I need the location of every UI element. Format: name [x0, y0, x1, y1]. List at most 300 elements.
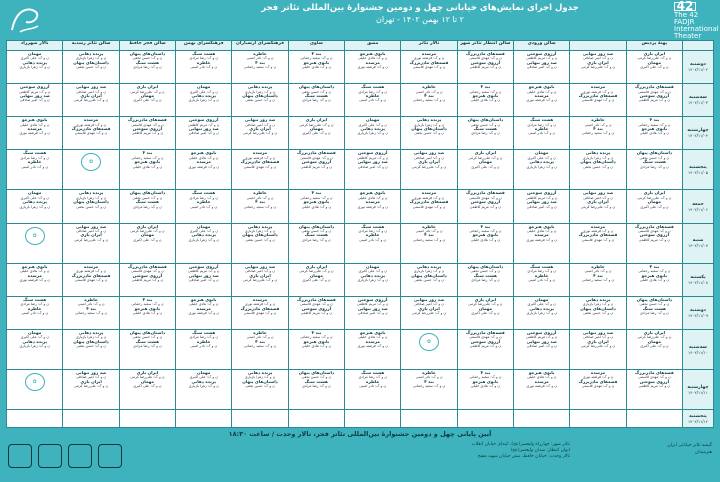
schedule-cell [232, 410, 288, 428]
show-director: ن و ک: امیر صادقی [414, 155, 444, 160]
show-title: بانوی هنرجو [359, 329, 386, 335]
schedule-cell [232, 117, 288, 150]
schedule-cell [345, 410, 401, 428]
day-date: ۱۴۰۲/۱۱/۰۲ [688, 67, 708, 73]
show-title: آرزوی سوختن [189, 263, 219, 269]
day-date: ۱۴۰۲/۱۱/۰۵ [688, 169, 708, 175]
show-director: ن و ک: مریم کاظمی [131, 277, 164, 282]
show-director: ن و ک: هادی خلیلی [357, 56, 388, 61]
show-title: ایران بازی [305, 117, 328, 123]
show-director: ن و ک: زهرا بازیاری [75, 335, 107, 340]
show-director: ن و ک: علی‌رضا کرمی [468, 155, 503, 160]
show-director: ن و ک: نادر امینی [246, 56, 274, 61]
show-director: ن و ک: سعید رحمانی [638, 122, 671, 127]
show-director: ن و ک: نادر امینی [190, 344, 218, 349]
schedule-cell [288, 223, 344, 263]
schedule-cell [63, 117, 119, 150]
show-director: ن و ک: مهدی قاسمی [638, 228, 671, 233]
show-director: ن و ک: علی اکبری [527, 155, 556, 160]
show-director: ن و ک: سعید رحمانی [581, 277, 615, 282]
show-director: ن و ک: علی‌رضا کرمی [73, 98, 109, 103]
show-director: ن و ک: مریم کاظمی [638, 384, 671, 389]
side-info [592, 442, 712, 456]
show-title: بانوی هنرجو [21, 117, 48, 123]
show-title: پرنده دهانی [529, 305, 554, 311]
schedule-cell [514, 296, 570, 329]
day-row [7, 370, 714, 410]
show-director: ن و ک: رضا مرادی [302, 384, 331, 389]
show-title: خاطره [422, 370, 436, 376]
show-title: داستان‌های پنهان [129, 51, 166, 56]
schedule-cell [7, 263, 63, 296]
show-title: پرنده دهانی [585, 296, 611, 302]
show-title: پرنده دهانی [247, 370, 273, 376]
show-title: مهمان [140, 92, 155, 98]
footer [0, 430, 720, 482]
day-name: شنبه [692, 238, 704, 244]
show-director: ن و ک: رضا مرادی [133, 204, 162, 209]
show-title: خاطره [253, 329, 267, 335]
show-title: هشت سنگ [135, 59, 159, 65]
schedule-cell [570, 370, 626, 410]
schedule-cell [570, 84, 626, 117]
show-director: ن و ک: امیر صادقی [188, 131, 219, 136]
schedule-cell [401, 51, 457, 84]
show-director: ن و ک: مریم کاظمی [469, 65, 502, 70]
schedule-cell [345, 263, 401, 296]
schedule-cell [119, 223, 175, 263]
show-title: بند ۴ [593, 272, 603, 278]
show-director: ن و ک: رضا مرادی [358, 375, 387, 380]
schedule-cell [514, 150, 570, 190]
column-header: پهنهٔ پردیس [626, 41, 682, 51]
show-director: ن و ک: علی‌رضا کرمی [637, 335, 672, 340]
show-director: ن و ک: علی‌رضا کرمی [411, 311, 447, 316]
show-title: مرسده [196, 159, 211, 165]
show-director: ن و ک: هادی خلیلی [188, 302, 219, 307]
show-director: ن و ک: رضا مرادی [527, 122, 556, 127]
day-row [7, 410, 714, 428]
show-title: بند ۴ [142, 150, 153, 156]
show-director: ن و ک: مریم کاظمی [131, 131, 164, 136]
show-director: ن و ک: رضا مرادی [302, 98, 331, 103]
schedule-cell [626, 190, 682, 223]
show-director: ن و ک: سعید رحمانی [469, 89, 502, 94]
schedule-cell [401, 263, 457, 296]
day-label [683, 51, 714, 84]
show-director: ن و ک: فرشته نوری [582, 89, 614, 94]
schedule-cell [288, 296, 344, 329]
show-title: بانوی هنرجو [359, 51, 386, 56]
show-director: ن و ک: هادی خلیلی [470, 237, 501, 242]
day-date: ۱۴۰۲/۱۱/۰۹ [688, 312, 708, 318]
show-director: ن و ک: حسن نجفی [245, 98, 275, 103]
show-director: ن و ک: نادر امینی [528, 277, 556, 282]
schedule-cell [345, 51, 401, 84]
column-header: مشق [345, 41, 401, 51]
show-title: هشت سنگ [304, 378, 328, 384]
show-title: پرنده دهانی [78, 329, 104, 335]
show-title: بانوی هنرجو [21, 263, 48, 269]
schedule-cell [457, 370, 513, 410]
show-director: ن و ک: امیر صادقی [583, 56, 613, 61]
show-director: ن و ک: امیر صادقی [414, 302, 444, 307]
schedule-cell [345, 370, 401, 410]
schedule-cell [119, 51, 175, 84]
show-title: بانوی هنرجو [190, 296, 217, 302]
show-director: ن و ک: علی اکبری [640, 344, 669, 349]
show-director: ن و ک: هادی خلیلی [357, 195, 388, 200]
show-director: ن و ک: مهدی قاسمی [638, 375, 671, 380]
show-title: بند ۴ [255, 338, 265, 344]
day-label [683, 329, 714, 369]
schedule-cell [626, 296, 682, 329]
calligraphy-logo [6, 2, 46, 38]
schedule-cell [232, 84, 288, 117]
show-director: ن و ک: مهدی قاسمی [581, 237, 615, 242]
show-director: ن و ک: نادر امینی [359, 384, 387, 389]
show-title: بانوی هنرجو [472, 378, 499, 384]
schedule-cell [401, 84, 457, 117]
show-title: پرنده دهانی [22, 59, 47, 65]
show-director: ن و ک: سعید رحمانی [638, 269, 671, 274]
show-title: بند ۴ [311, 329, 322, 335]
schedule-cell [457, 117, 513, 150]
show-director: ن و ک: هادی خلیلی [526, 375, 557, 380]
show-director: ن و ک: زهرا بازیاری [357, 131, 388, 136]
show-title: داستان‌های پنهان [636, 150, 673, 156]
show-director: ن و ک: زهرا بازیاری [244, 89, 276, 94]
schedule-cell [401, 117, 457, 150]
show-title: خاطره [253, 51, 267, 56]
schedule-cell [288, 84, 344, 117]
show-director: ن و ک: نادر امینی [77, 302, 105, 307]
show-title: قصه‌های مادربزرگ [296, 150, 336, 156]
show-title: مهمان [366, 117, 380, 123]
show-director: ن و ک: رضا مرادی [20, 302, 49, 307]
show-title: بند ۴ [649, 117, 660, 123]
show-director: ن و ک: علی‌رضا کرمی [242, 277, 278, 282]
show-title: صد روز تنهایی [75, 223, 107, 229]
schedule-cell [345, 329, 401, 369]
show-director: ن و ک: رضا مرادی [358, 228, 387, 233]
show-title: آرزوی سوختن [357, 296, 388, 302]
show-director: ن و ک: امیر صادقی [583, 335, 613, 340]
show-title: داستان‌های پنهان [242, 92, 278, 98]
show-director: ن و ک: حسن نجفی [639, 302, 670, 307]
day-name: جمعه [692, 201, 704, 207]
show-title: قصه‌های مادربزرگ [127, 263, 167, 269]
show-title: ایران بازی [136, 370, 159, 376]
show-title: داستان‌های پنهان [467, 117, 504, 123]
side-line: هنرمندان [695, 450, 712, 455]
schedule-cell [63, 263, 119, 296]
show-director: ن و ک: هادی خلیلی [188, 155, 219, 160]
schedule-cell [7, 84, 63, 117]
show-title: بند ۴ [86, 305, 96, 311]
day-label [683, 84, 714, 117]
column-header [570, 41, 626, 51]
schedule-table [6, 40, 714, 428]
show-director: ن و ک: هادی خلیلی [470, 98, 501, 103]
schedule-cell [514, 84, 570, 117]
show-title: مرسده [27, 272, 42, 278]
show-director: ن و ک: زهرا بازیاری [19, 344, 50, 349]
schedule-cell [570, 223, 626, 263]
show-title: صد روز تنهایی [188, 272, 219, 278]
schedule-cell [176, 410, 232, 428]
show-director: ن و ک: فرشته نوری [19, 277, 50, 282]
day-name: دوشنبه [690, 307, 706, 313]
show-director: ن و ک: علی اکبری [189, 228, 218, 233]
show-director: ن و ک: نادر امینی [359, 98, 387, 103]
show-title: قصه‌های مادربزرگ [578, 232, 618, 238]
show-title: مرسده [252, 150, 268, 156]
show-title: هشت سنگ [530, 263, 554, 269]
show-title: بانوی هنرجو [134, 305, 161, 311]
show-director: ن و ک: نادر امینی [584, 269, 612, 274]
sponsor-logo [98, 444, 122, 468]
show-title: خاطره [365, 378, 380, 384]
show-title: بانوی هنرجو [528, 223, 555, 229]
day-label [683, 410, 714, 428]
show-title: مهمان [28, 51, 42, 56]
show-director: ن و ک: حسن نجفی [245, 237, 275, 242]
schedule-cell [7, 223, 63, 263]
show-title: ایران بازی [643, 190, 666, 196]
show-title: هشت سنگ [530, 117, 554, 123]
schedule-cell [570, 329, 626, 369]
show-director: ن و ک: سعید رحمانی [243, 344, 277, 349]
show-title: مرسده [365, 59, 380, 65]
show-director: ن و ک: نادر امینی [415, 228, 443, 233]
show-title: پرنده دهانی [78, 51, 104, 56]
title-dates: ۲ تا ۱۲ بهمن ۱۴۰۲ - تهران [376, 15, 464, 24]
show-title: مهمان [647, 199, 661, 205]
show-title: آرزوی سوختن [639, 378, 670, 384]
show-director: ن و ک: فرشته نوری [244, 155, 276, 160]
show-director: ن و ک: مهدی قاسمی [243, 311, 277, 316]
address-line: تالار وحدت: خیابان حافظ، نبش خیابان شهید مفتح [477, 454, 570, 459]
show-director: ن و ک: علی‌رضا کرمی [242, 131, 278, 136]
side-line: گیشه تئاتر خیابانی ایران [667, 443, 712, 448]
show-title: پرنده دهانی [585, 150, 611, 156]
show-director: ن و ک: مریم کاظمی [356, 302, 389, 307]
schedule-cell [626, 223, 682, 263]
show-director: ن و ک: نادر امینی [21, 164, 49, 169]
show-title: قصه‌های مادربزرگ [409, 59, 449, 65]
show-director: ن و ک: علی‌رضا کرمی [637, 195, 672, 200]
schedule-cell [176, 117, 232, 150]
schedule-cell [514, 223, 570, 263]
show-title: پرنده دهانی [529, 159, 554, 165]
schedule-cell [345, 84, 401, 117]
festival-name: The 42 FADJR International Theater [674, 11, 719, 40]
show-director: ن و ک: علی‌رضا کرمی [130, 228, 165, 233]
schedule-cell [232, 370, 288, 410]
show-title: هشت سنگ [23, 296, 47, 302]
schedule-cell [63, 51, 119, 84]
schedule-cell [457, 296, 513, 329]
schedule-cell [7, 150, 63, 190]
show-title: هشت سنگ [473, 272, 497, 278]
show-director: ن و ک: زهرا بازیاری [75, 195, 107, 200]
show-title: داستان‌های پنهان [411, 126, 447, 132]
show-title: ایران بازی [136, 223, 159, 229]
schedule-cell [288, 150, 344, 190]
schedule-cell [401, 223, 457, 263]
show-title: خاطره [196, 338, 211, 344]
show-title: مرسده [196, 305, 211, 311]
poster-title [200, 3, 640, 24]
day-row [7, 223, 714, 263]
schedule-cell [401, 370, 457, 410]
schedule-cell [345, 117, 401, 150]
show-title: بند ۴ [649, 263, 660, 269]
show-director: ن و ک: هادی خلیلی [526, 228, 557, 233]
show-title: هشت سنگ [304, 232, 328, 238]
show-director: ن و ک: علی‌رضا کرمی [580, 344, 616, 349]
show-title: بند ۴ [255, 199, 265, 205]
header-row [7, 41, 714, 51]
schedule-cell [63, 190, 119, 223]
show-title: بانوی هنرجو [641, 126, 668, 132]
show-title: بانوی هنرجو [641, 272, 668, 278]
show-title: داستان‌های پنهان [467, 263, 504, 269]
schedule-cell [288, 370, 344, 410]
schedule-cell [626, 117, 682, 150]
show-title: بند ۴ [424, 92, 434, 98]
show-director: ن و ک: نادر امینی [21, 311, 49, 316]
show-title: ایران بازی [80, 92, 102, 98]
show-director: ن و ک: علی اکبری [471, 164, 500, 169]
show-director: ن و ک: علی‌رضا کرمی [637, 56, 672, 61]
show-title: بند ۴ [424, 378, 434, 384]
show-director: ن و ک: حسن نجفی [414, 277, 444, 282]
show-title: پرنده دهانی [22, 199, 47, 205]
show-director: ن و ک: علی اکبری [20, 56, 49, 61]
show-director: ن و ک: مهدی قاسمی [131, 269, 164, 274]
schedule-cell [288, 263, 344, 296]
show-title: پرنده دهانی [416, 117, 442, 123]
show-title: آرزوی سوختن [470, 199, 501, 205]
show-title: پرنده دهانی [360, 126, 385, 132]
show-title: ایران بازی [305, 263, 328, 269]
schedule-cell [457, 329, 513, 369]
show-director: ن و ک: هادی خلیلی [19, 269, 50, 274]
show-director: ن و ک: سعید رحمانی [412, 384, 446, 389]
show-title: قصه‌های مادربزرگ [578, 92, 618, 98]
show-title: ایران بازی [136, 84, 159, 90]
show-director: ن و ک: هادی خلیلی [639, 277, 670, 282]
show-director: ن و ک: مهدی قاسمی [131, 122, 164, 127]
show-director: ن و ک: فرشته نوری [188, 164, 219, 169]
show-director: ن و ک: مریم کاظمی [300, 164, 333, 169]
show-director: ن و ک: هادی خلیلی [639, 131, 670, 136]
schedule-cell [63, 150, 119, 190]
show-title: هشت سنگ [23, 150, 47, 156]
show-title: هشت سنگ [135, 338, 159, 344]
schedule-cell [570, 51, 626, 84]
schedule-cell [345, 190, 401, 223]
show-director: ن و ک: مهدی قاسمی [581, 98, 615, 103]
show-director: ن و ک: مریم کاظمی [638, 237, 671, 242]
show-director: ن و ک: زهرا بازیاری [413, 122, 445, 127]
sponsor-logos [8, 444, 128, 474]
day-name: یکشنبه [690, 274, 706, 280]
show-director: ن و ک: زهرا بازیاری [244, 228, 276, 233]
column-header: فرهنگسرای بهمن [176, 41, 232, 51]
show-director: ن و ک: هادی خلیلی [357, 335, 388, 340]
schedule-cell [401, 296, 457, 329]
schedule-cell [232, 296, 288, 329]
show-title: بانوی هنرجو [303, 59, 330, 65]
schedule-cell [7, 410, 63, 428]
show-title: هشت سنگ [642, 159, 666, 165]
show-director: ن و ک: زهرا بازیاری [188, 98, 219, 103]
show-director: ن و ک: مهدی قاسمی [469, 335, 502, 340]
show-title: مهمان [535, 150, 549, 156]
show-director: ن و ک: هادی خلیلی [132, 311, 163, 316]
show-director: ن و ک: علی اکبری [302, 277, 331, 282]
show-title: صد روز تنهایی [357, 159, 388, 165]
day-row [7, 263, 714, 296]
show-director: ن و ک: فرشته نوری [526, 98, 557, 103]
show-title: آرزوی سوختن [357, 150, 388, 156]
show-director: ن و ک: امیر صادقی [76, 228, 106, 233]
show-director: ن و ک: سعید رحمانی [469, 228, 502, 233]
show-director: ن و ک: رضا مرادی [133, 65, 162, 70]
show-title: خاطره [422, 223, 436, 229]
show-director: ن و ک: رضا مرادی [527, 269, 556, 274]
column-header: سالن ورودی [514, 41, 570, 51]
schedule-cell [119, 329, 175, 369]
show-director: ن و ک: زهرا بازیاری [188, 384, 219, 389]
show-title: خاطره [534, 126, 549, 132]
show-director: ن و ک: فرشته نوری [413, 56, 445, 61]
show-title: مهمان [309, 272, 324, 278]
schedule-cell [457, 190, 513, 223]
show-title: صد روز تنهایی [526, 59, 557, 65]
show-title: هشت سنگ [192, 51, 216, 56]
show-director: ن و ک: امیر صادقی [76, 89, 106, 94]
show-title: بانوی هنرجو [528, 370, 555, 376]
show-title: ایران بازی [80, 378, 102, 384]
show-title: مهمان [197, 223, 211, 229]
sponsor-logo [38, 444, 62, 468]
show-title: مهمان [535, 296, 549, 302]
show-title: صد روز تنهایی [357, 305, 388, 311]
show-title: صد روز تنهایی [413, 296, 445, 302]
day-label [683, 117, 714, 150]
schedule-cell [570, 117, 626, 150]
schedule-cell [457, 150, 513, 190]
show-director: ن و ک: علی اکبری [471, 311, 500, 316]
show-title: بند ۴ [311, 51, 322, 56]
show-director: ن و ک: مهدی قاسمی [469, 195, 502, 200]
schedule-cell [401, 190, 457, 223]
show-title: پرنده دهانی [22, 338, 47, 344]
show-title: مهمان [647, 59, 661, 65]
show-director: ن و ک: نادر امینی [246, 335, 274, 340]
schedule-cell [626, 51, 682, 84]
festival-logo [674, 0, 719, 40]
show-title: داستان‌های پنهان [73, 338, 109, 344]
closing-note: آیین پایانی چهل و دومین جشنوارهٔ بین‌المللی تئاتر فجر، تالار وحدت / ساعت ۱۸:۳۰ [228, 430, 492, 438]
show-director: ن و ک: مهدی قاسمی [74, 131, 108, 136]
show-director: ن و ک: مهدی قاسمی [300, 155, 333, 160]
show-title: قصه‌های مادربزرگ [465, 190, 505, 196]
